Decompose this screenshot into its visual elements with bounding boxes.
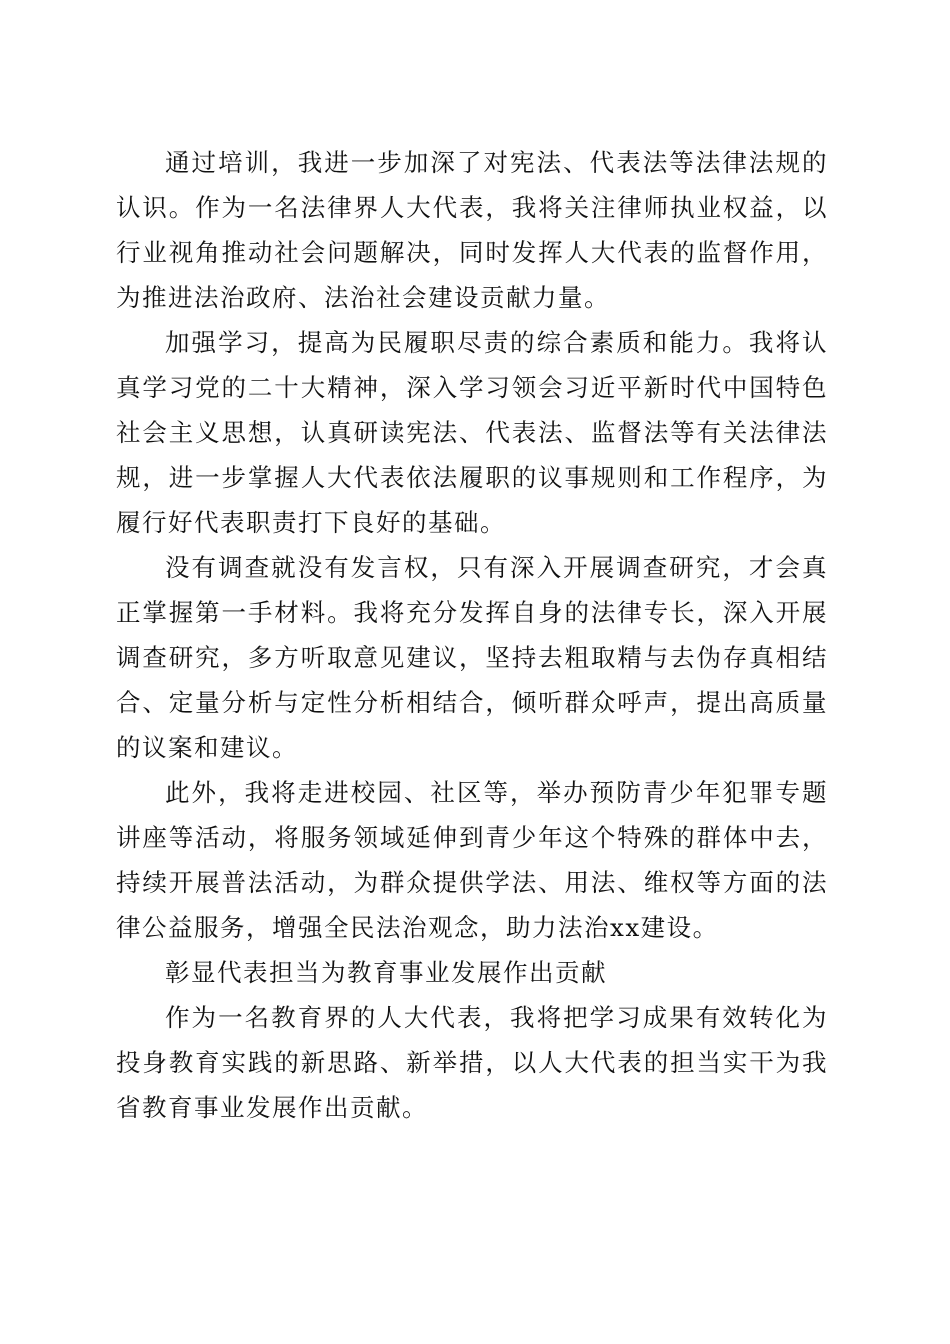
paragraph-study: 加强学习，提高为民履职尽责的综合素质和能力。我将认真学习党的二十大精神，深入学习领会习近平新时代中国特色社会主义思想，认真研读宪法、代表法、监督法等有关法律法规，进一步掌握人大代表依法履职的议事规则和工作程序，为履行好代表职责打下良好的基础。 [116,328,828,537]
paragraph-outreach: 此外，我将走进校园、社区等，举办预防青少年犯罪专题讲座等活动，将服务领域延伸到青少年这个特殊的群体中去，持续开展普法活动，为群众提供学法、用法、维权等方面的法律公益服务，增强全民法治观念，助力法治xx建设。 [116,778,828,942]
document-body [116,140,828,1130]
paragraph-training: 通过培训，我进一步加深了对宪法、代表法等法律法规的认识。作为一名法律界人大代表，我将关注律师执业权益，以行业视角推动社会问题解决，同时发挥人大代表的监督作用，为推进法治政府、法治社会建设贡献力量。 [116,148,828,312]
section-heading: 彰显代表担当为教育事业发展作出贡献 [165,958,607,987]
paragraph-research: 没有调查就没有发言权，只有深入开展调查研究，才会真正掌握第一手材料。我将充分发挥自身的法律专长，深入开展调查研究，多方听取意见建议，坚持去粗取精与去伪存真相结合、定量分析与定性分析相结合，倾听群众呼声，提出高质量的议案和建议。 [116,553,828,762]
paragraph-education: 作为一名教育界的人大代表，我将把学习成果有效转化为投身教育实践的新思路、新举措，以人大代表的担当实干为我省教育事业发展作出贡献。 [116,1003,828,1122]
